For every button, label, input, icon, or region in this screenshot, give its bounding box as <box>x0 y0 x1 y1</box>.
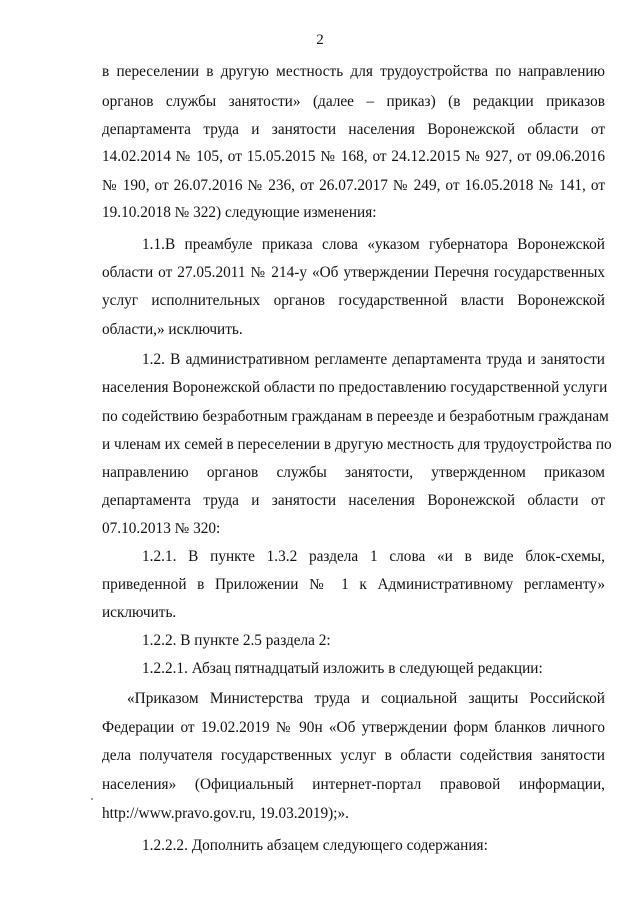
text-line: услуг исполнительных органов государственной власти Воронежской <box>102 292 605 309</box>
scan-speck <box>91 798 93 800</box>
text-line: 19.10.2018 № 322) следующие изменения: <box>102 204 377 221</box>
text-line: департамента труда и занятости населения Воронежской области от <box>102 121 605 138</box>
text-line: дела получателя государственных услуг в области содействия занятости <box>102 747 605 764</box>
text-line: 1.2.1. В пункте 1.3.2 раздела 1 слова «и в виде блок-схемы, <box>142 548 605 565</box>
text-line: области от 27.05.2011 № 214-у «Об утверждении Перечня государственных <box>102 264 605 281</box>
text-line: 1.2.2.1. Абзац пятнадцатый изложить в следующей редакции: <box>142 660 543 677</box>
text-line: направлению органов службы занятости, утвержденном приказом <box>102 464 605 481</box>
text-line: «Приказом Министерства труда и социальной защиты Российской <box>127 690 605 707</box>
text-line: 1.1.В преамбуле приказа слова «указом губернатора Воронежской <box>142 236 605 253</box>
text-line: 1.2.2. В пункте 2.5 раздела 2: <box>142 632 331 649</box>
page-number: 2 <box>316 32 324 48</box>
text-line: и членам их семей в переселении в другую местность для трудоустройства по <box>102 436 612 453</box>
text-line: приведенной в Приложении № 1 к Административному регламенту» <box>102 576 605 593</box>
text-line: 1.2. В административном регламенте департамента труда и занятости <box>142 351 605 368</box>
text-line: органов службы занятости» (далее – приказ) (в редакции приказов <box>102 93 605 110</box>
text-line: 14.02.2014 № 105, от 15.05.2015 № 168, от 24.12.2015 № 927, от 09.06.2016 <box>102 148 605 165</box>
text-line: по содействию безработным гражданам в переезде и безработным гражданам <box>102 408 609 425</box>
text-line: 1.2.2.2. Дополнить абзацем следующего содержания: <box>142 837 488 854</box>
text-line: области,» исключить. <box>102 321 243 338</box>
text-line: Федерации от 19.02.2019 № 90н «Об утверждении форм бланков личного <box>102 719 605 736</box>
text-line: населения Воронежской области по предоставлению государственной услуги <box>102 379 608 396</box>
text-line: № 190, от 26.07.2016 № 236, от 26.07.2017 № 249, от 16.05.2018 № 141, от <box>102 177 605 194</box>
text-line: населения» (Официальный интернет-портал правовой информации, <box>102 776 605 793</box>
text-line: http://www.pravo.gov.ru, 19.03.2019);». <box>102 805 349 822</box>
text-line: в переселении в другую местность для трудоустройства по направлению <box>102 63 605 80</box>
text-line: 07.10.2013 № 320: <box>102 520 221 537</box>
text-line: исключить. <box>102 604 177 621</box>
text-line: департамента труда и занятости населения Воронежской области от <box>102 492 605 509</box>
